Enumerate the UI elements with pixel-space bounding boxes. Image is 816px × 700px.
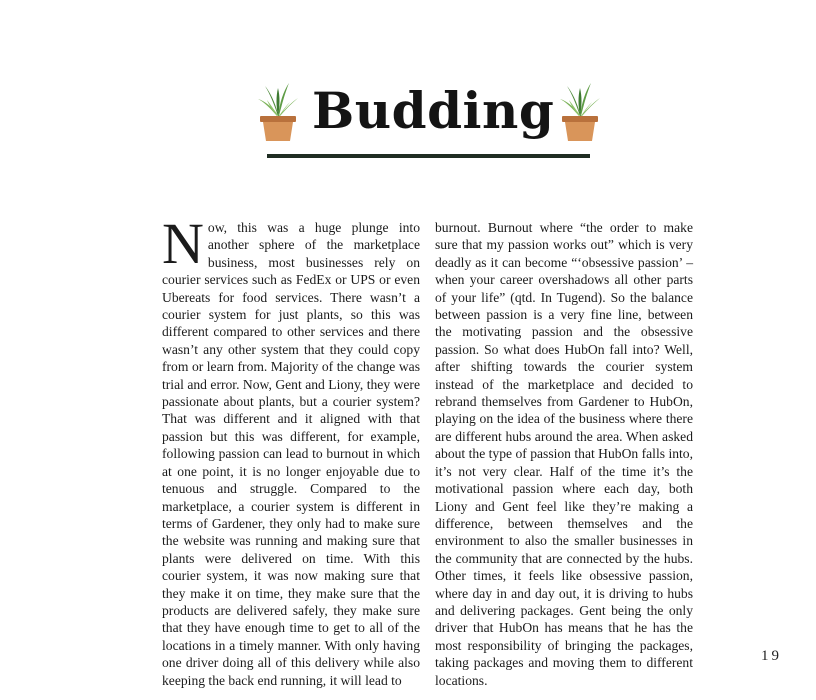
article-text-left: ow, this was a huge plunge into another sphere of the marketplace business, most businesses rely on courier services such as FedEx or UPS or even Ubereats for food services. There wasn’t a courier system for just plants, so this was different compared to other services and there wasn’t any other system that they could copy from or learn from. Majority of the change was trial and error. Now, Gent and Liony, they were passionate about plants, but a courier system? That was different and it aligned with that passion but this was different, for example, following passion can lead to burnout in which at one point, it is no longer enjoyable due to tenuous and struggle. Compared to the marketplace, a courier system is different in terms of Gardener, they only had to make sure the website was running and making sure that plants were delivered on time. With this courier system, it was now making sure that they make it on time, they make sure that the products are delivered safely, they make sure that they have enough time to get to all of the locations in a timely manner. With only having one driver doing all of this delivery while also keeping the back end running, it will lead to: [162, 220, 420, 688]
drop-cap: N: [162, 211, 204, 276]
page-number: 19: [761, 648, 782, 664]
title-underline: [267, 154, 590, 158]
page-header: [0, 78, 816, 168]
article-column-right: [435, 219, 693, 689]
potted-plant-icon: [256, 80, 300, 142]
article-column-left: [162, 211, 420, 689]
article-text-right: burnout. Burnout where “the order to make sure that my passion works out” which is very deadly as it can become “‘obsessive passion’ – when your career overshadows all other parts of your life” (qtd. In Tugend). So the balance between passion is a very fine line, between the motivating passion and the obsessive passion. So what does HubOn fall into? Well, after shifting towards the courier system instead of the marketplace and decided to rebrand themselves from Gardener to HubOn, playing on the idea of the business where there are different hubs around the area. When asked about the type of passion that HubOn falls into, it’s not very clear. Half of the time it’s the motivational passion where each day, both Liony and Gent feel like they’re making a difference, between themselves and the environment to also the smaller businesses in the community that are connected by the hubs. Other times, it feels like obsessive passion, where day in and day out, it is driving to hubs and delivering packages. Gent being the only driver that HubOn has means that he has the most responsibility of bringing the packages, taking packages and moving them to different locations.: [435, 220, 693, 688]
page-title: Budding: [312, 81, 555, 140]
potted-plant-icon: [558, 80, 602, 142]
